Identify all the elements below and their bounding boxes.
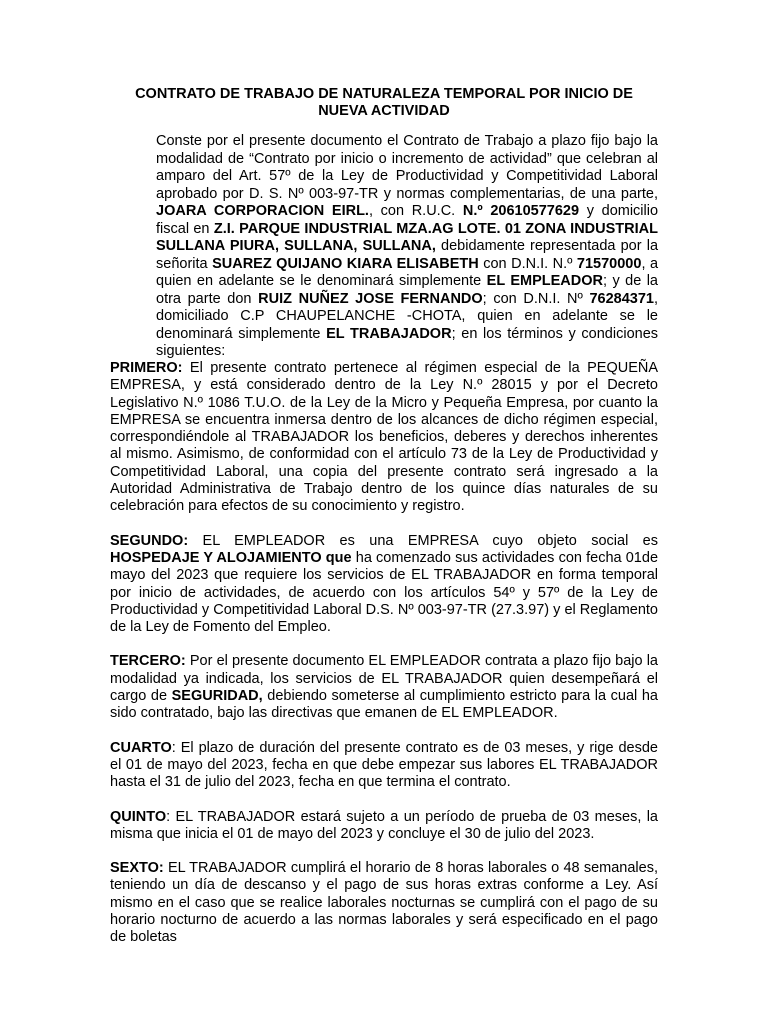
clause-text: : El plazo de duración del presente contrato es de 03 meses, y rige desde el 01 de mayo del 2023, fecha en que debe empezar sus labores EL TRABAJADOR hasta el 31 de julio del 2023, fecha en que termina el contrato. [110,739,658,791]
contract-clauses [110,360,658,964]
clause-label: SEGUNDO: [110,532,189,549]
company-address: Z.I. PARQUE INDUSTRIAL MZA.AG LOTE. 01 ZONA INDUSTRIAL SULLANA PIURA, SULLANA, SULLANA, [156,220,658,254]
clause-text: EL EMPLEADOR es una EMPRESA cuyo objeto social es [202,532,658,549]
clause-label: CUARTO [110,739,172,756]
worker-name: RUIZ NUÑEZ JOSE FERNANDO [258,290,483,307]
clause-text: Por el presente documento EL EMPLEADOR contrata a plazo fijo bajo la modalidad ya indicada, los servicios de EL TRABAJADOR quien desempeñará el cargo de [110,653,658,705]
clause-text: : EL TRABAJADOR estará sujeto a un período de prueba de 03 meses, la misma que inicia el 01 de mayo del 2023 y concluye el 30 de julio del 2023. [110,808,658,842]
document-title [110,86,658,120]
clause-label: QUINTO [110,808,167,825]
clause-tercero [110,653,658,722]
business-activity: HOSPEDAJE Y ALOJAMIENTO que [110,549,352,566]
clause-label: SEXTO: [110,860,164,877]
clause-text: debiendo someterse al cumplimiento estricto para la cual ha sido contratado, bajo las directivas que emanen de EL EMPLEADOR. [110,688,658,722]
intro-paragraph [156,133,658,361]
intro-text: y domicilio fiscal en [156,203,659,237]
worker-dni: 76284371 [589,290,654,307]
intro-text: ; y de la otra parte don [156,273,658,307]
clause-sexto [110,860,658,946]
clause-text: EL TRABAJADOR cumplirá el horario de 8 horas laborales o 48 semanales, teniendo un día de descanso y el pago de sus horas extras conforme a Ley. Así mismo en el caso que se realice laborales nocturnas se cumplirá con el pago de su horario nocturno de acuerdo a las normas laborales y será especificado en el pago de boletas [110,860,658,946]
company-name: JOARA CORPORACION EIRL. [156,203,369,219]
job-position: SEGURIDAD, [171,688,263,705]
employer-label: EL EMPLEADOR [486,273,603,289]
title-line-1: CONTRATO DE TRABAJO DE NATURALEZA TEMPORAL POR INICIO DE [135,86,633,102]
clause-text: ha comenzado sus actividades con fecha 01de mayo del 2023 que requiere los servicios de EL TRABAJADOR en forma temporal por inicio de actividades, de acuerdo con los artículos 54º y 57º de la Ley de Productividad y Competitividad Laboral D.S. Nº 003-97-TR (27.3.97) y el Reglamento de la Ley de Fomento del Empleo. [110,549,659,636]
intro-text: Conste por el presente documento el Contrato de Trabajo a plazo fijo bajo la modalidad de “Contrato por inicio o incremento de actividad” que celebran al amparo del Art. 57º de la Ley de Productividad y Competitividad Laboral aprobado por D. S. Nº 003-97-TR y normas complementarias, de una parte, [156,133,658,202]
intro-text: , a quien en adelante se le denominará simplemente [156,255,659,289]
company-ruc: N.º 20610577629 [462,203,580,219]
intro-text: ; en los términos y condiciones siguientes: [156,325,659,359]
intro-text: con D.N.I. N.º [483,255,573,272]
clause-segundo [110,533,658,637]
intro-text: , domiciliado C.P CHAUPELANCHE -CHOTA, quien en adelante se le denominará simplemente [156,290,658,342]
clause-quinto [110,809,658,844]
representative-dni: 71570000 [576,255,642,272]
title-line-2: NUEVA ACTIVIDAD [318,103,450,119]
representative-name: SUAREZ QUIJANO KIARA ELISABETH [212,255,479,272]
clause-label: PRIMERO: [110,360,183,376]
intro-text: , con R.U.C. [368,203,456,219]
worker-label: EL TRABAJADOR [326,325,452,342]
clause-label: TERCERO: [110,653,186,670]
clause-text: El presente contrato pertenece al régimen especial de la PEQUEÑA EMPRESA, y está considerado dentro de la Ley N.º 28015 y por el Decreto Legislativo N.º 1086 T.U.O. de la Ley de la Micro y Pequeña Empresa, por cuanto la EMPRESA se encuentra inmersa dentro de los alcances de dicho régimen especial, correspondiéndole al TRABAJADOR los beneficios, deberes y derechos inherentes al mismo. Asimismo, de conformidad con el artículo 73 de la Ley de Productividad y Competitividad Laboral, una copia del presente contrato será ingresado a la Autoridad Administrativa de Trabajo dentro de los quince días naturales de su celebración para efectos de su conocimiento y registro. [110,360,659,515]
clause-cuarto [110,740,658,792]
intro-text: debidamente representada por la señorita [156,238,659,272]
intro-text: ; con D.N.I. Nº [482,290,583,307]
clause-primero [110,360,658,516]
